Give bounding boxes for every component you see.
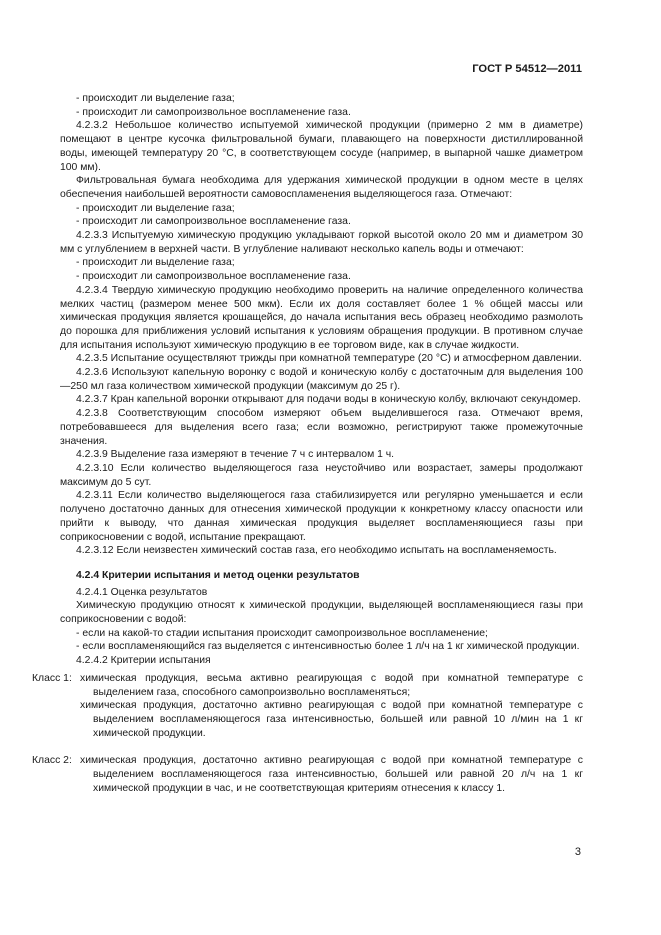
- clause-4-2-3-12: 4.2.3.12 Если неизвестен химический состав газа, его необходимо испытать на воспламеняемость.: [76, 545, 557, 557]
- page-number: 3: [574, 846, 581, 858]
- section-heading: 4.2.4 Критерии испытания и метод оценки результатов: [76, 569, 360, 581]
- list-item: - происходит ли самопроизвольное воспламенение газа.: [76, 106, 351, 118]
- paragraph: Химическую продукцию относят к химической продукции, выделяющей воспламеняющиеся газы при соприкосновении с водой:: [60, 600, 583, 626]
- class-2-criterion: химическая продукция, достаточно активно реагирующая с водой при комнатной температуре с выделением воспламеняющегося газа интенсивностью, большей или равной 20 л/ч на 1 кг химической продукции в час, и не соответствующая критериям отнесения к классу 1.: [80, 755, 583, 794]
- clause-4-2-3-7: 4.2.3.7 Кран капельной воронки открывают для подачи воды в коническую колбу, включают секундомер.: [76, 394, 581, 406]
- class-2-definition: [32, 754, 583, 795]
- class-1-criterion-b: химическая продукция, достаточно активно реагирующая с водой при комнатной температуре с выделением воспламеняющегося газа интенсивностью, большей или равной 10 л/мин на 1 кг химической продукции.: [80, 700, 583, 739]
- clause-4-2-4-1: 4.2.4.1 Оценка результатов: [76, 586, 208, 598]
- clause-4-2-3-4: 4.2.3.4 Твердую химическую продукцию необходимо проверить на наличие определенного количества мелких частиц (размером менее 500 мкм). Если их доля составляет более 1 % общей массы или химическая продукция является крошащейся, до начала испытания весь образец необходимо размолоть до порошка для приближения условий испытания к условиям обращения продукции. В противном случае для испытания используют химическую продукцию в ее торговом виде, как в случае жидкости.: [60, 284, 583, 351]
- paragraph: Фильтровальная бумага необходима для удержания химической продукции в одном месте в целях обеспечения наибольшей вероятности самовоспламенения выделяющегося газа. Отмечают:: [60, 175, 583, 200]
- list-item: - происходит ли самопроизвольное воспламенение газа.: [76, 216, 351, 228]
- list-item: - если на какой-то стадии испытания происходит самопроизвольное воспламенение;: [76, 627, 488, 639]
- clause-4-2-3-3: 4.2.3.3 Испытуемую химическую продукцию укладывают горкой высотой около 20 мм и диаметром 30 мм с углублением в верхней части. В углубление наливают несколько капель воды и отмечают:: [60, 230, 583, 255]
- list-item: - происходит ли самопроизвольное воспламенение газа.: [76, 271, 351, 283]
- clause-4-2-3-2: 4.2.3.2 Небольшое количество испытуемой химической продукции (примерно 2 мм в диаметре) помещают в центре кусочка фильтровальной бумаги, плавающего на поверхности дистиллированной воды, имеющей температуру 20 °С, в соответствующем сосуде (например, в выпарной чашке диаметром 100 мм).: [60, 120, 583, 173]
- page-body: [32, 92, 583, 795]
- list-item: - если воспламеняющийся газ выделяется с интенсивностью более 1 л/ч на 1 кг химической продукции.: [76, 641, 580, 653]
- clause-4-2-3-11: 4.2.3.11 Если количество выделяющегося газа стабилизируется или регулярно уменьшается и если получено достаточно данных для отнесения химической продукции к конкретному классу опасности или прийти к выводу, что данная химическая продукция выделяет воспламеняющиеся газы при соприкосновении с водой, испытание прекращают.: [60, 490, 583, 543]
- clause-4-2-3-10: 4.2.3.10 Если количество выделяющегося газа неустойчиво или возрастает, замеры продолжают максимум до 5 сут.: [60, 462, 583, 488]
- clause-4-2-3-5: 4.2.3.5 Испытание осуществляют трижды при комнатной температуре (20 °С) и атмосферном давлении.: [76, 353, 582, 365]
- class-1-criterion-a: химическая продукция, весьма активно реагирующая с водой при комнатной температуре с выделением газа, способного самопроизвольно воспламеняться;: [80, 672, 583, 698]
- list-item: - происходит ли выделение газа;: [76, 93, 235, 104]
- clause-4-2-3-6: 4.2.3.6 Используют капельную воронку с водой и коническую колбу с достаточным для выделения 100—250 мл газа количеством химической продукции (максимум до 25 г).: [60, 367, 583, 392]
- list-item: - происходит ли выделение газа;: [76, 257, 235, 269]
- class-2-label: Класс 2:: [32, 755, 72, 767]
- clause-4-2-3-8: 4.2.3.8 Соответствующим способом измеряют объем выделившегося газа. Отмечают время, потребовавшееся для выделения всего газа; если возможно, регистрируют также промежуточные значения.: [60, 408, 583, 447]
- document-code: ГОСТ Р 54512—2011: [472, 63, 582, 75]
- class-1-label: Класс 1:: [32, 672, 72, 684]
- list-item: - происходит ли выделение газа;: [76, 202, 235, 214]
- clause-4-2-4-2: 4.2.4.2 Критерии испытания: [76, 655, 211, 667]
- clause-4-2-3-9: 4.2.3.9 Выделение газа измеряют в течение 7 ч с интервалом 1 ч.: [76, 449, 395, 461]
- class-1-definition: [32, 672, 583, 741]
